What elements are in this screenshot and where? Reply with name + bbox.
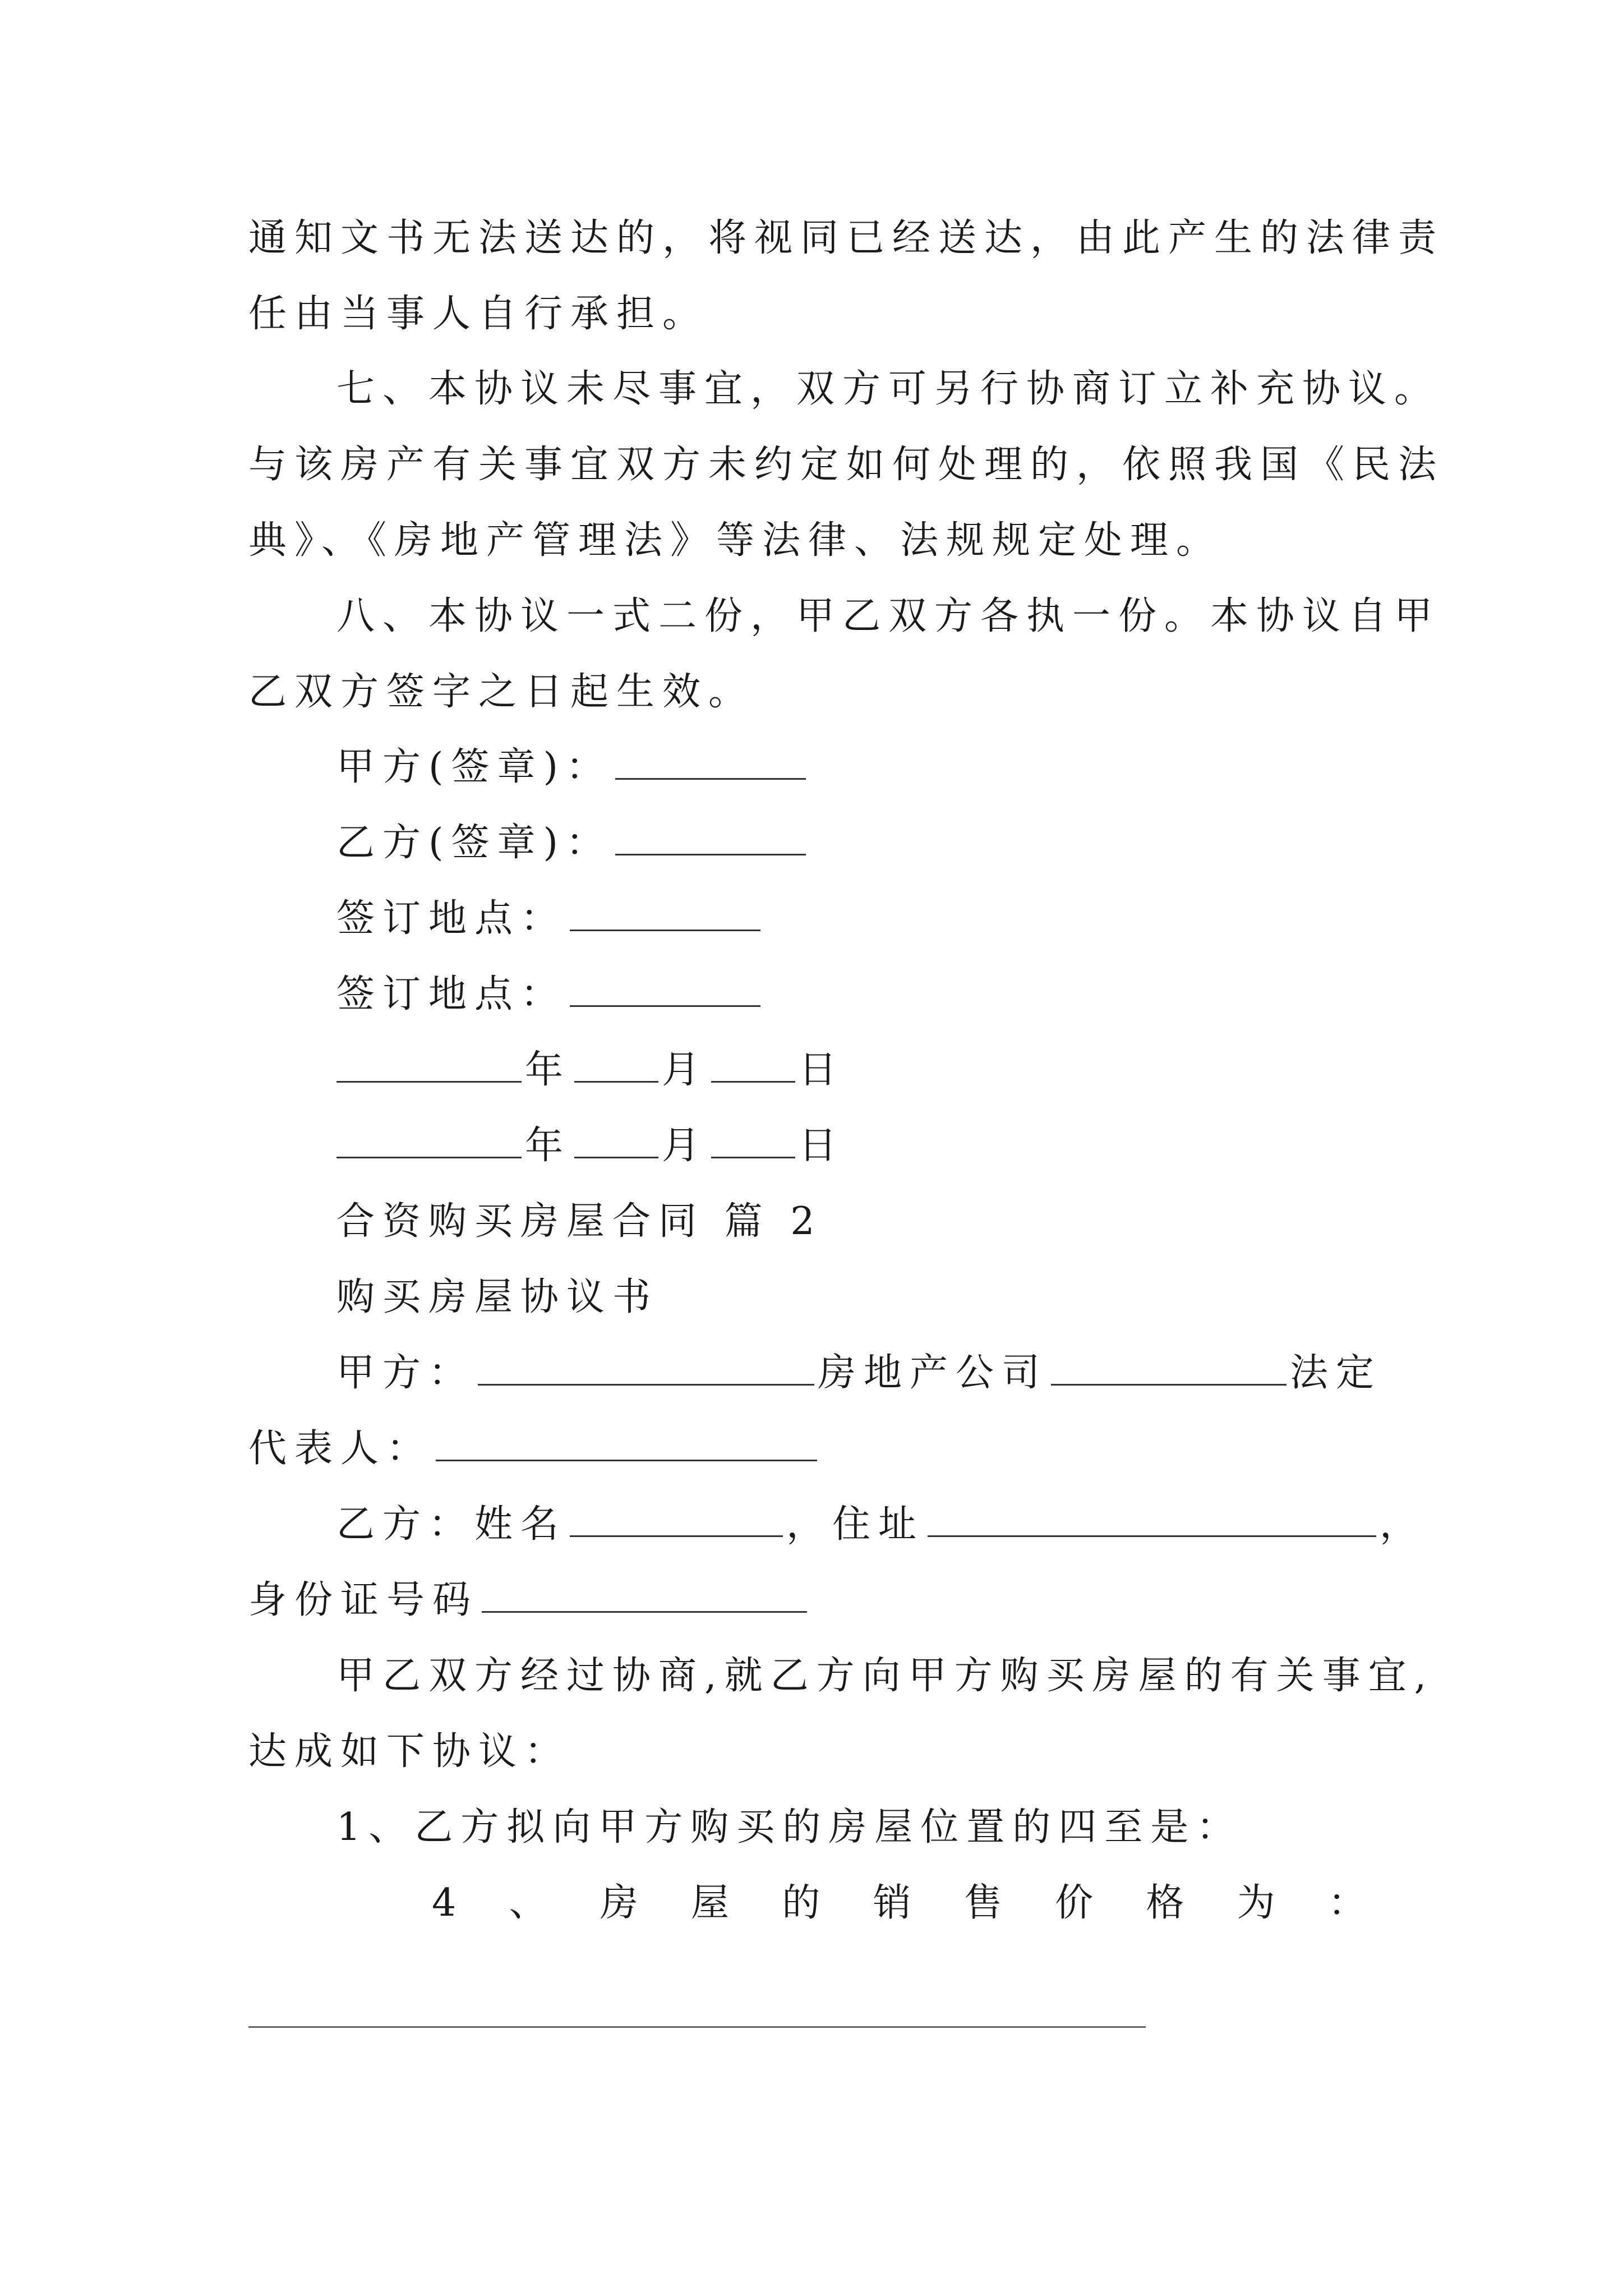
month-label: 月 [662, 1124, 708, 1168]
price-blank-line [248, 2026, 1146, 2028]
party-b-line [336, 1497, 1426, 1553]
signature-party-b-blank [615, 820, 806, 855]
paragraph-line: 乙双方签字之日起生效。 [248, 670, 755, 714]
signing-place-1 [336, 891, 764, 947]
clause-4-char: 4 [432, 1881, 464, 1925]
paragraph-line: 通知文书无法送达的，将视同已经送达，由此产生的法律责 [248, 216, 1445, 260]
section-heading: 合资购买房屋合同 篇 2 [336, 1199, 823, 1244]
signing-place-2 [336, 967, 764, 1023]
year-label: 年 [525, 1048, 571, 1092]
paragraph-line: 七、本协议未尽事宜，双方可另行协商订立补充协议。 [336, 367, 1441, 411]
paragraph-line: 甲乙双方经过协商,就乙方向甲方购买房屋的有关事宜, [336, 1654, 1435, 1698]
clause-4-char: ： [1327, 1881, 1374, 1925]
agreement-title: 购买房屋协议书 [336, 1275, 659, 1319]
clause-4-char: 售 [963, 1881, 1010, 1925]
month-blank [574, 1123, 658, 1158]
clause-4-char: 销 [873, 1881, 919, 1925]
day-blank [711, 1047, 795, 1083]
clause-4-price [432, 1875, 1374, 1931]
signing-place-1-label: 签订地点： [336, 896, 567, 941]
clause-1: 1、乙方拟向甲方购买的房屋位置的四至是： [336, 1805, 1243, 1849]
party-b-address-blank [928, 1502, 1376, 1537]
signature-party-b-label: 乙方(签章)： [336, 821, 612, 865]
signature-party-a-blank [615, 744, 806, 780]
party-b-name-label: 乙方：姓名 [336, 1502, 567, 1547]
day-blank [711, 1123, 795, 1158]
paragraph-line: 任由当事人自行承担。 [248, 292, 709, 336]
day-label: 日 [799, 1124, 845, 1168]
signing-place-1-blank [570, 896, 760, 931]
clause-4-char: 、 [509, 1881, 555, 1925]
party-a-label: 甲方： [336, 1351, 475, 1395]
party-a-rep-line [248, 1421, 820, 1477]
year-label: 年 [525, 1124, 571, 1168]
party-a-rep-label: 代表人： [248, 1427, 433, 1471]
party-b-id-label: 身份证号码 [248, 1578, 479, 1622]
month-blank [574, 1047, 658, 1083]
paragraph-line: 八、本协议一式二份，甲乙双方各执一份。本协议自甲 [336, 594, 1441, 638]
paragraph-line: 典》、《房地产管理法》等法律、法规规定处理。 [248, 518, 1223, 563]
clause-4-char: 价 [1055, 1881, 1101, 1925]
month-label: 月 [662, 1048, 708, 1092]
signature-party-a-label: 甲方(签章)： [336, 745, 612, 789]
clause-4-char: 为 [1237, 1881, 1283, 1925]
clause-4-char: 房 [600, 1881, 646, 1925]
party-a-company: 房地产公司 [818, 1351, 1048, 1395]
party-a-rep-start: 法定 [1290, 1351, 1382, 1395]
party-a-blank [478, 1350, 814, 1386]
date-line-2 [336, 1118, 845, 1174]
signature-party-a [336, 739, 809, 795]
paragraph-line: 达成如下协议： [248, 1729, 571, 1774]
signing-place-2-blank [570, 972, 760, 1007]
paragraph-line: 与该房产有关事宜双方未约定如何处理的，依照我国《民法 [248, 443, 1445, 487]
clause-4-char: 格 [1146, 1881, 1192, 1925]
party-a-company-blank [1051, 1350, 1287, 1386]
party-a-rep-blank [436, 1426, 817, 1461]
year-blank [336, 1123, 522, 1158]
party-a-line [336, 1345, 1382, 1401]
party-b-comma: ， [1380, 1502, 1426, 1547]
clause-4-char: 的 [782, 1881, 828, 1925]
party-b-id-blank [482, 1577, 807, 1613]
party-b-address-label: ，住址 [786, 1502, 925, 1547]
party-b-id-line [248, 1572, 810, 1628]
signature-party-b [336, 815, 809, 871]
year-blank [336, 1047, 522, 1083]
date-line-1 [336, 1042, 845, 1098]
signing-place-2-label: 签订地点： [336, 972, 567, 1016]
clause-4-char: 屋 [691, 1881, 737, 1925]
party-b-name-blank [570, 1502, 783, 1537]
day-label: 日 [799, 1048, 845, 1092]
